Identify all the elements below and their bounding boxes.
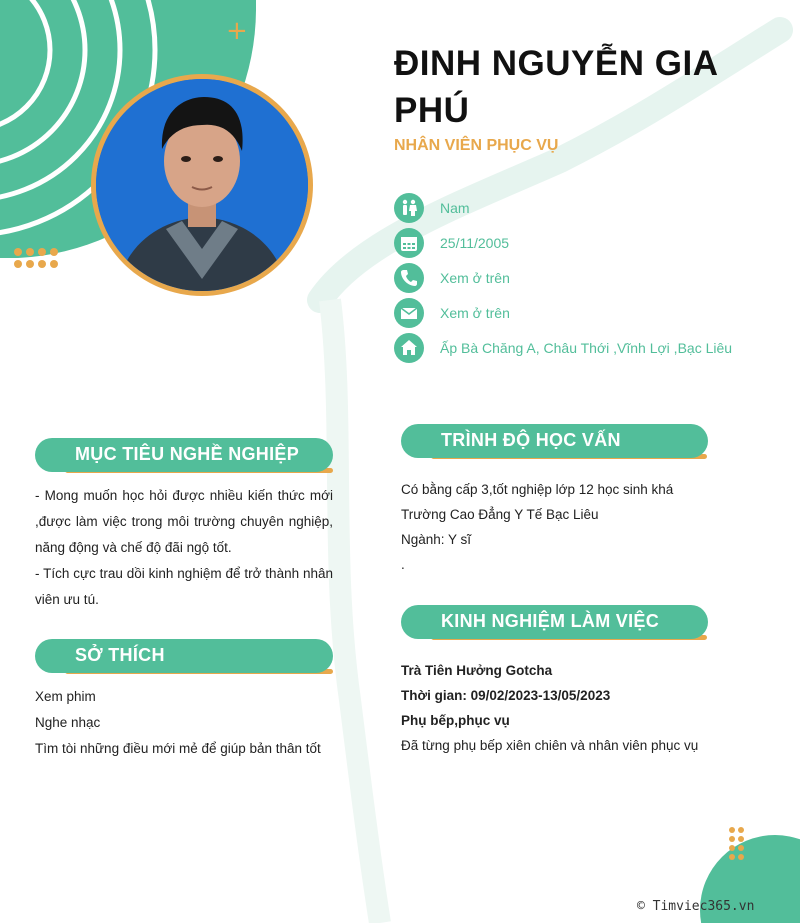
email-value: Xem ở trên: [440, 304, 510, 321]
avatar: [96, 79, 308, 291]
contact-info: [394, 190, 732, 365]
experience-content: [401, 658, 761, 758]
dots-decoration-bottom: [729, 827, 744, 860]
hobby-item: Nghe nhạc: [35, 715, 101, 730]
avatar-frame: [91, 74, 313, 296]
education-line: .: [401, 557, 405, 572]
info-row-email: [394, 295, 732, 330]
section-education-header: [401, 424, 711, 460]
gender-value: Nam: [440, 199, 470, 216]
work-role: Phụ bếp,phục vụ: [401, 713, 510, 728]
education-line: Ngành: Y sĩ: [401, 532, 472, 547]
objective-content: [35, 483, 333, 613]
section-experience-header: [401, 605, 711, 641]
home-icon: [394, 333, 424, 363]
hobby-item: Xem phim: [35, 689, 96, 704]
email-icon: [394, 298, 424, 328]
education-content: [401, 477, 761, 577]
section-title: MỤC TIÊU NGHỀ NGHIỆP: [75, 444, 300, 464]
hobby-item: Tìm tòi những điều mới mẻ để giúp bản thân tốt: [35, 741, 321, 756]
section-objective-header: [35, 438, 335, 474]
work-period: Thời gian: 09/02/2023-13/05/2023: [401, 688, 611, 703]
section-title: TRÌNH ĐỘ HỌC VẤN: [441, 430, 621, 450]
education-line: Có bằng cấp 3,tốt nghiệp lớp 12 học sinh khá: [401, 482, 674, 497]
phone-icon: [394, 263, 424, 293]
section-hobbies-header: [35, 639, 335, 675]
hobbies-content: [35, 684, 333, 762]
section-title: KINH NGHIỆM LÀM VIỆC: [441, 611, 660, 631]
info-row-birthdate: [394, 225, 732, 260]
avatar-photo: [96, 79, 308, 291]
candidate-name: ĐINH NGUYỄN GIA PHÚ: [394, 44, 718, 130]
objective-line: - Mong muốn học hỏi được nhiều kiến thức mới ,được làm việc trong môi trường chuyên nghiệp, năng động và chế độ đãi ngộ tốt.: [35, 488, 333, 555]
info-row-address: [394, 330, 732, 365]
gender-icon: [394, 193, 424, 223]
address-value: Ấp Bà Chăng A, Châu Thới ,Vĩnh Lợi ,Bạc Liêu: [440, 339, 733, 356]
info-row-gender: [394, 190, 732, 225]
education-line: Trường Cao Đẳng Y Tế Bạc Liêu: [401, 507, 599, 522]
copyright: © Timviec365.vn: [637, 899, 755, 914]
birthdate-value: 25/11/2005: [440, 234, 510, 251]
info-row-phone: [394, 260, 732, 295]
calendar-icon: [394, 228, 424, 258]
dots-decoration: [14, 248, 58, 268]
work-description: Đã từng phụ bếp xiên chiên và nhân viên phục vụ: [401, 738, 699, 753]
job-position: NHÂN VIÊN PHỤC VỤ: [394, 137, 559, 154]
section-title: SỞ THÍCH: [75, 645, 165, 665]
plus-icon: +: [226, 16, 248, 46]
phone-value: Xem ở trên: [440, 269, 510, 286]
company-name: Trà Tiên Hưởng Gotcha: [401, 663, 553, 678]
objective-line: - Tích cực trau dồi kinh nghiệm để trở thành nhân viên ưu tú.: [35, 566, 333, 607]
